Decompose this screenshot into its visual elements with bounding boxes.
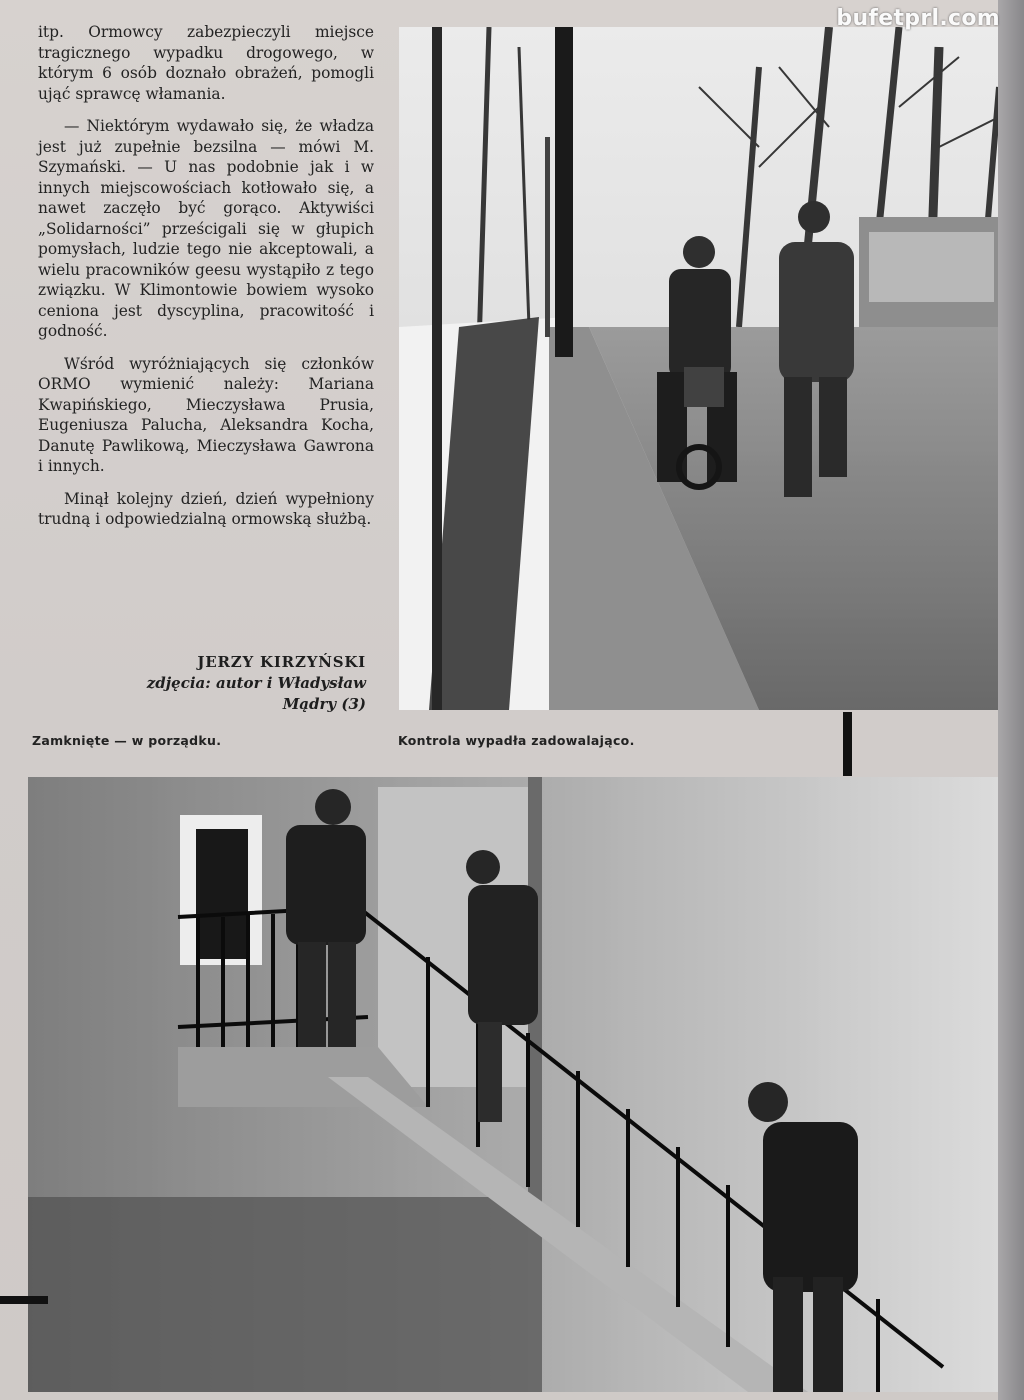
byline <box>80 652 366 715</box>
article-paragraph: Wśród wyróżniających się członków ORMO wymienić należy: Mariana Kwapińskiego, Mieczysława Prusia, Eugeniusza Palucha, Aleksandra Kocha, Danutę Pawlikową, Mieczysława Gawrona i innych. <box>38 354 374 475</box>
author-name: JERZY KIRZYŃSKI <box>197 653 366 671</box>
article-text-column <box>38 22 374 542</box>
photo-stairs-door-check <box>28 777 1007 1392</box>
column-rule <box>843 712 852 776</box>
caption-right: Kontrola wypadła zadowalająco. <box>398 733 635 748</box>
page-margin-rule <box>0 1296 48 1304</box>
article-paragraph: — Niektórym wydawało się, że władza jest już zupełnie bezsilna — mówi M. Szymański. — U nas podobnie jak i w innych miejscowościach kotłowało się, a nawet zaczęło być gorąco. Aktywiści „Solidarności” prześcigali się w głupich pomysłach, ludzie tego nie akceptowali, a wielu pracowników geesu wystąpiło z tego związku. W Klimontowie bowiem wysoko ceniona jest dyscyplina, pracowitość i godność. <box>38 117 374 340</box>
article-paragraph: Minął kolejny dzień, dzień wypełniony trudną i odpowiedzialną ormowską służbą. <box>38 489 374 528</box>
photo-credit-count: Mądry (3) <box>282 695 366 713</box>
page-edge-shadow <box>998 0 1024 1400</box>
photo-credit: zdjęcia: autor i Władysław <box>146 674 366 692</box>
site-watermark: bufetprl.com <box>836 6 1000 31</box>
article-paragraph: itp. Ormowcy zabezpieczyli miejsce tragicznego wypadku drogowego, w którym 6 osób doznało obrażeń, pomogli ująć sprawcę włamania. <box>38 23 374 103</box>
caption-left: Zamknięte — w porządku. <box>32 733 222 748</box>
photo-road-control <box>399 27 1006 710</box>
